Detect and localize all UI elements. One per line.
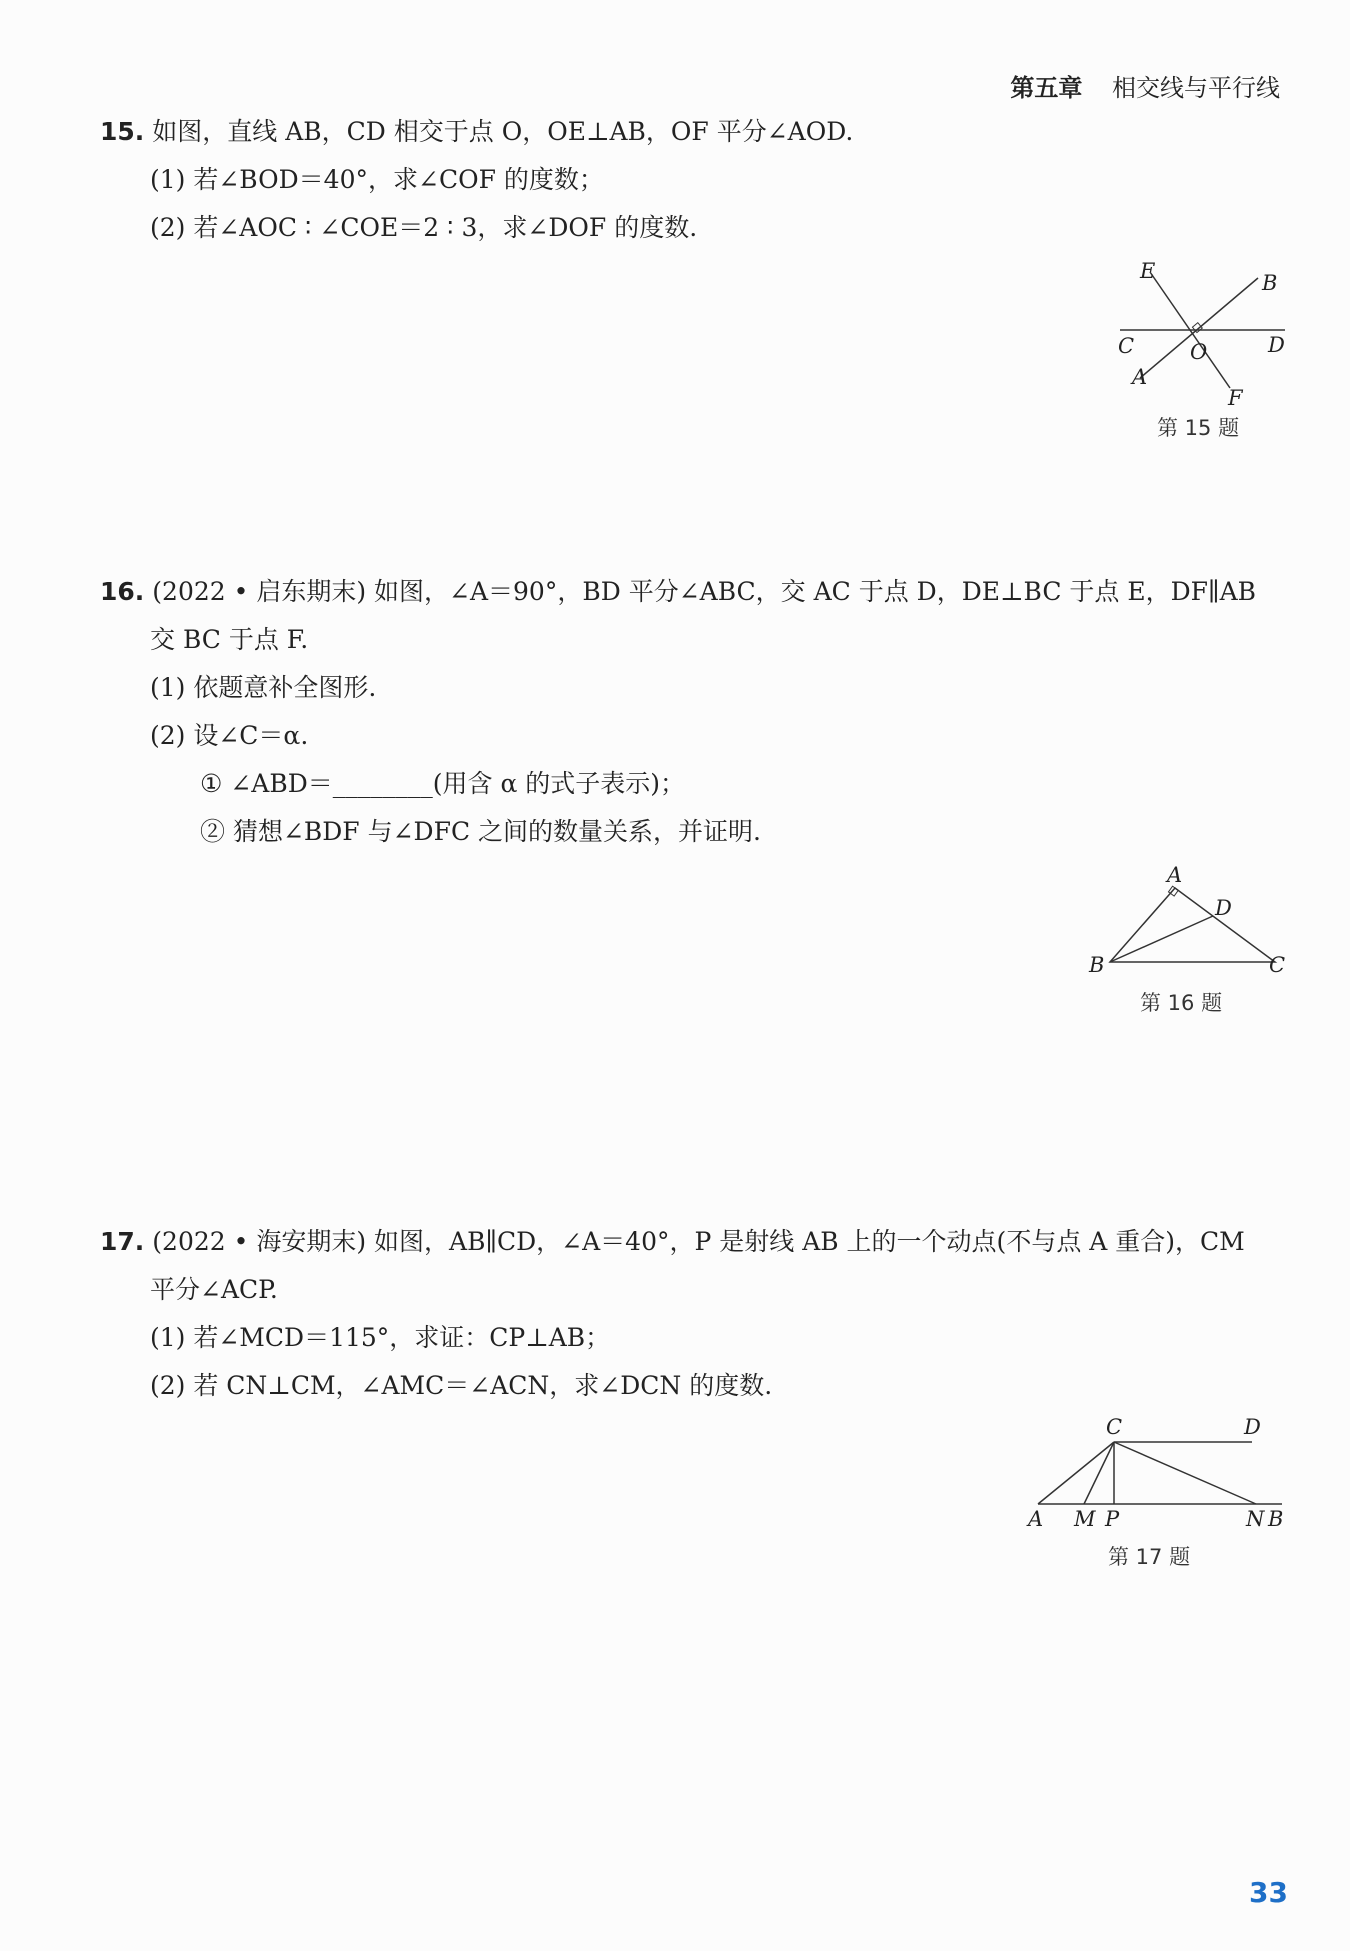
label-F: F: [1228, 386, 1243, 410]
figure-17-caption: 第 17 题: [1108, 1545, 1191, 1569]
question-number: 15.: [100, 117, 145, 146]
question-part-2: (2) 若∠AOC ∶ ∠COE＝2 ∶ 3，求∠DOF 的度数.: [150, 213, 698, 242]
label-C: C: [1118, 334, 1135, 358]
question-part-2b: ② 猜想∠BDF 与∠DFC 之间的数量关系，并证明.: [200, 817, 761, 846]
question-16: [100, 568, 1280, 856]
question-number: 16.: [100, 577, 145, 606]
label-C: C: [1269, 953, 1286, 975]
figure-16: [1085, 860, 1295, 979]
label-N: N: [1246, 1507, 1265, 1530]
label-D: D: [1268, 333, 1285, 357]
chapter-title: 相交线与平行线: [1112, 74, 1280, 102]
question-stem-line-2: 交 BC 于点 F.: [150, 625, 309, 654]
question-part-1: (1) 若∠BOD＝40°，求∠COF 的度数；: [150, 165, 604, 194]
label-O: O: [1190, 340, 1208, 364]
question-number: 17.: [100, 1227, 145, 1256]
label-M: M: [1074, 1507, 1096, 1530]
page-number: 33: [1249, 1876, 1288, 1909]
label-A: A: [1028, 1507, 1044, 1530]
question-part-2: (2) 设∠C＝α.: [150, 721, 309, 750]
question-stem-line-2: 平分∠ACP.: [150, 1275, 278, 1304]
chapter-label: 第五章: [1010, 74, 1083, 102]
label-B: B: [1089, 953, 1105, 975]
label-A: A: [1167, 863, 1183, 887]
label-B: B: [1262, 271, 1278, 295]
question-stem-line-1: (2022 • 启东期末) 如图，∠A＝90°，BD 平分∠ABC，交 AC 于点 D，DE⊥BC 于点 E，DF∥AB: [152, 577, 1256, 606]
question-15: [100, 108, 1280, 252]
question-part-2: (2) 若 CN⊥CM，∠AMC＝∠ACN，求∠DCN 的度数.: [150, 1371, 773, 1400]
figure-15-caption: 第 15 题: [1157, 416, 1240, 440]
page-header: [1010, 68, 1280, 103]
label-D: D: [1215, 896, 1232, 920]
label-E: E: [1140, 259, 1156, 283]
question-part-1: (1) 若∠MCD＝115°，求证：CP⊥AB；: [150, 1323, 611, 1352]
question-stem: 如图，直线 AB，CD 相交于点 O，OE⊥AB，OF 平分∠AOD.: [152, 117, 854, 146]
label-C: C: [1106, 1415, 1123, 1439]
figure-16-caption: 第 16 题: [1140, 991, 1223, 1015]
label-D: D: [1244, 1415, 1261, 1439]
question-part-1: (1) 依题意补全图形.: [150, 673, 377, 702]
label-A: A: [1132, 365, 1148, 389]
figure-15: [1110, 250, 1290, 414]
question-part-2a: ① ∠ABD＝________(用含 α 的式子表示)；: [200, 769, 686, 798]
question-stem-line-1: (2022 • 海安期末) 如图，AB∥CD，∠A＝40°，P 是射线 AB 上的一个动点(不与点 A 重合)，CM: [152, 1227, 1245, 1256]
figure-17: [1020, 1410, 1290, 1534]
label-B: B: [1268, 1507, 1284, 1530]
question-17: [100, 1218, 1280, 1410]
label-P: P: [1105, 1507, 1120, 1530]
